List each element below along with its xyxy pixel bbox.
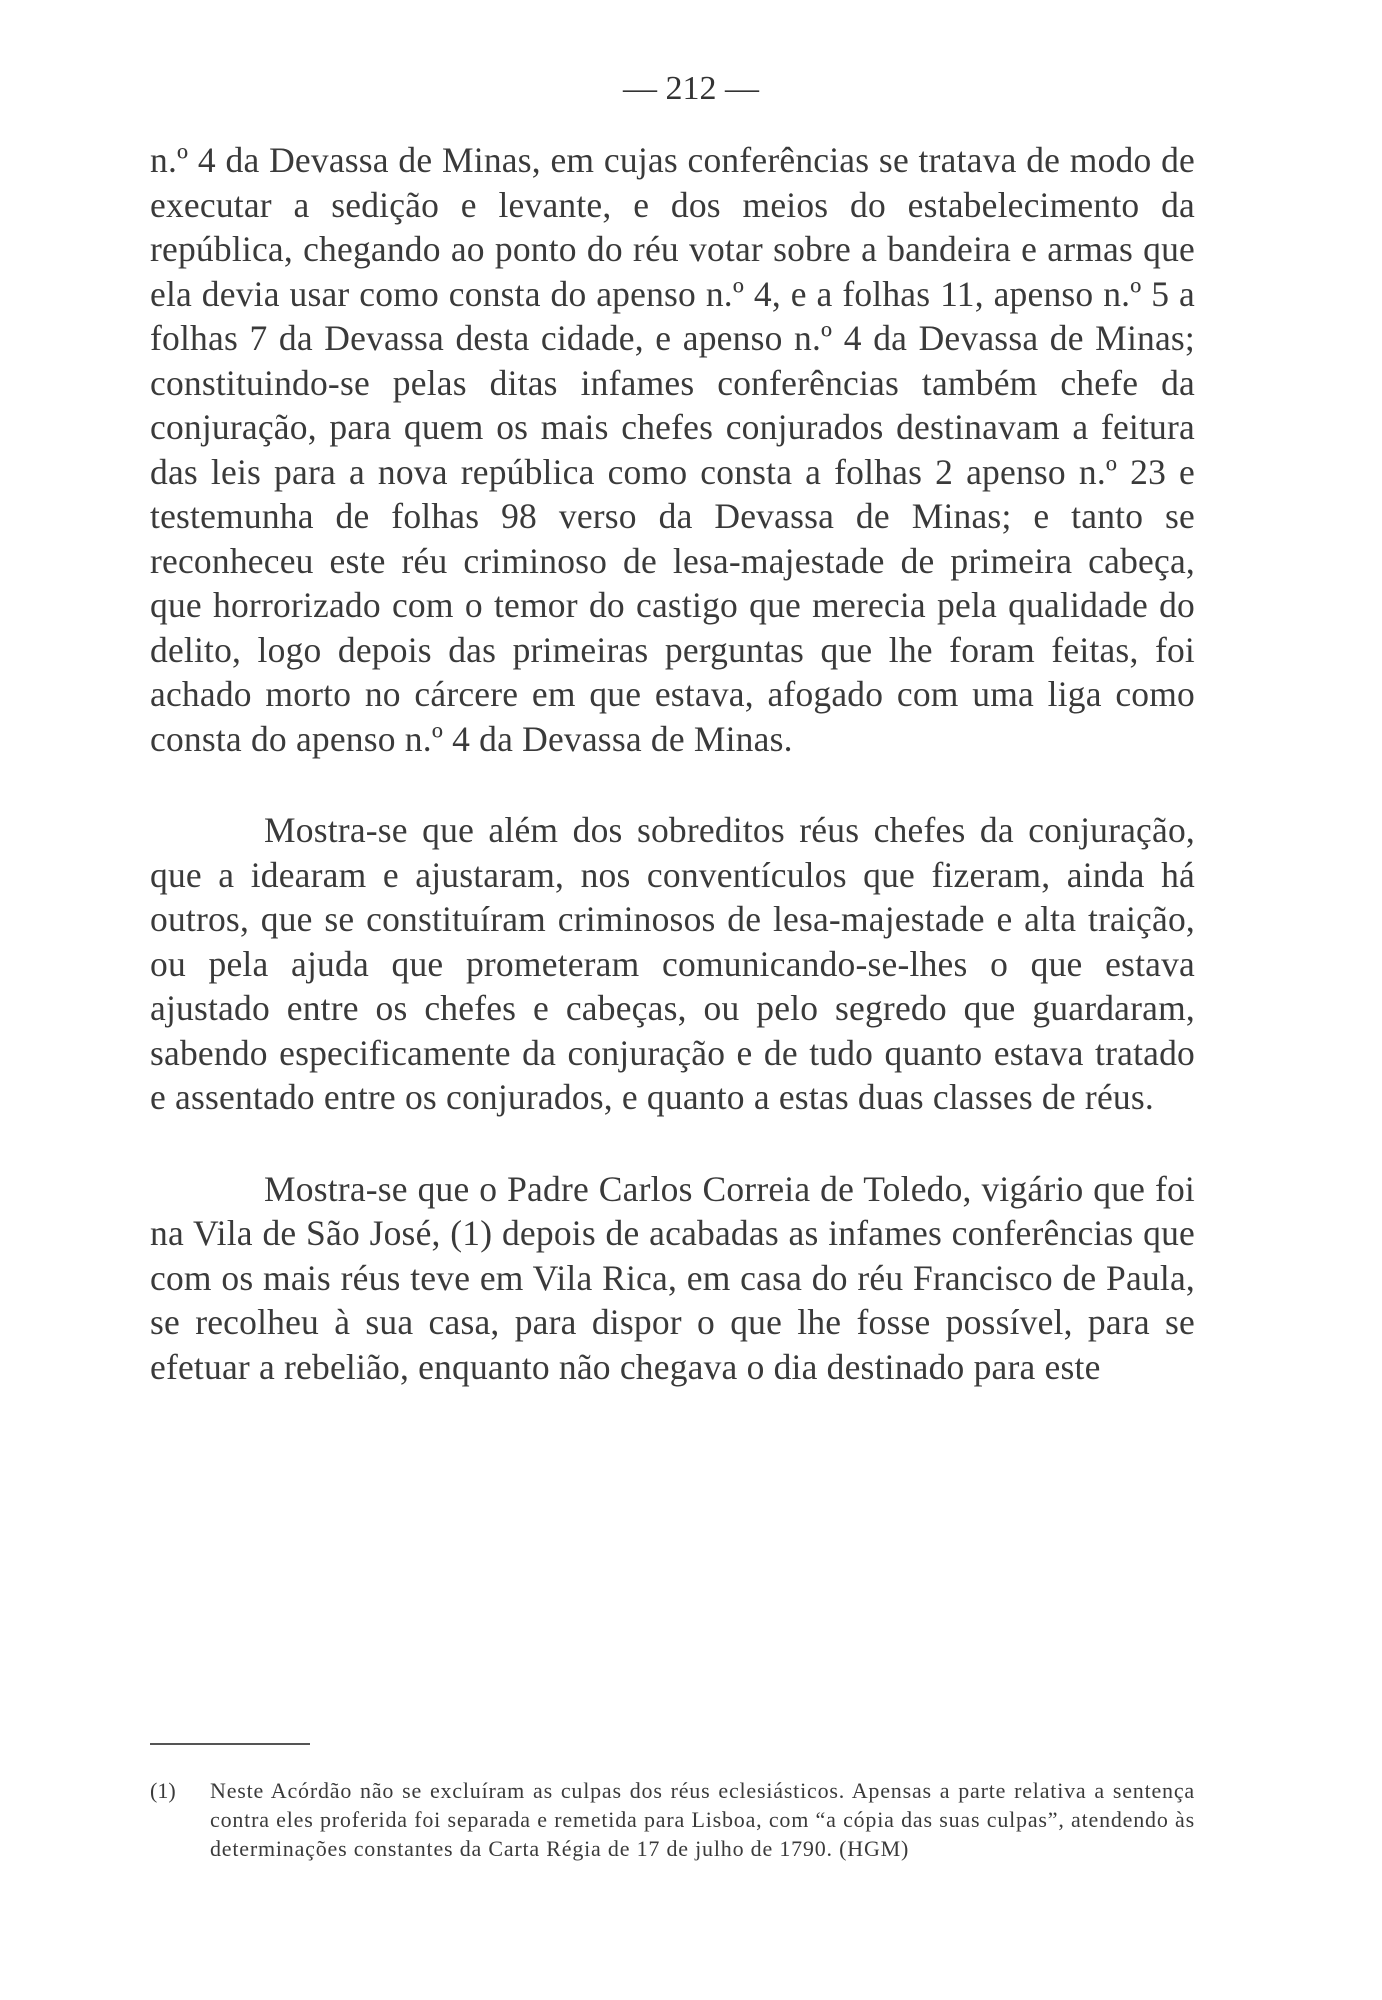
footnote-marker: (1) <box>150 1778 176 1803</box>
paragraph: Mostra-se que além dos sobreditos réus chefes da conjuração, que a idearam e ajustaram, nos conventículos que fizeram, ainda há outros, que se constituíram criminosos de lesa-majestade e alta traição, ou pela ajuda que prometeram comunicando-se-lhes o que estava ajustado entre os chefes e cabeças, ou pelo segredo que guardaram, sabendo especificamente da conjuração e de tudo quanto estava tratado e assentado entre os conjurados, e quanto a estas duas classes de réus. <box>150 810 1195 1117</box>
page-number: — 212 — <box>623 70 759 107</box>
footnote-text: Neste Acórdão não se excluíram as culpas dos réus eclesiásticos. Apensas a parte relativa a sentença contra eles proferida foi separada e remetida para Lisboa, com “a cópia das suas culpas”, atendendo às determinações constantes da Carta Régia de 17 de julho de 1790. (HGM) <box>210 1778 1195 1861</box>
body-text <box>150 138 1195 1389</box>
footnote <box>150 1776 1195 1863</box>
paragraph: Mostra-se que o Padre Carlos Correia de Toledo, vigário que foi na Vila de São José, (1) depois de acabadas as infames conferências que com os mais réus teve em Vila Rica, em casa do réu Francisco de Paula, se recolheu à sua casa, para dispor o que lhe fosse possível, para se efetuar a rebelião, enquanto não chegava o dia destinado para este <box>150 1168 1195 1387</box>
footnote-divider <box>150 1743 310 1745</box>
paragraph-continuation: n.º 4 da Devassa de Minas, em cujas conferências se tratava de modo de executar a sedição e levante, e dos meios do estabelecimento da república, chegando ao ponto do réu votar sobre a bandeira e armas que ela devia usar como consta do apenso n.º 4, e a folhas 11, apenso n.º 5 a folhas 7 da Devassa desta cidade, e apenso n.º 4 da Devassa de Minas; constituindo-se pelas ditas infames conferências também chefe da conjuração, para quem os mais chefes conjurados destinavam a feitura das leis para a nova república como consta a folhas 2 apenso n.º 23 e testemunha de folhas 98 verso da Devassa de Minas; e tanto se reconheceu este réu criminoso de lesa-majestade de primeira cabeça, que horrorizado com o temor do castigo que merecia pela qualidade do delito, logo depois das primeiras perguntas que lhe foram feitas, foi achado morto no cárcere em que estava, afogado com uma liga como consta do apenso n.º 4 da Devassa de Minas. <box>150 140 1195 759</box>
